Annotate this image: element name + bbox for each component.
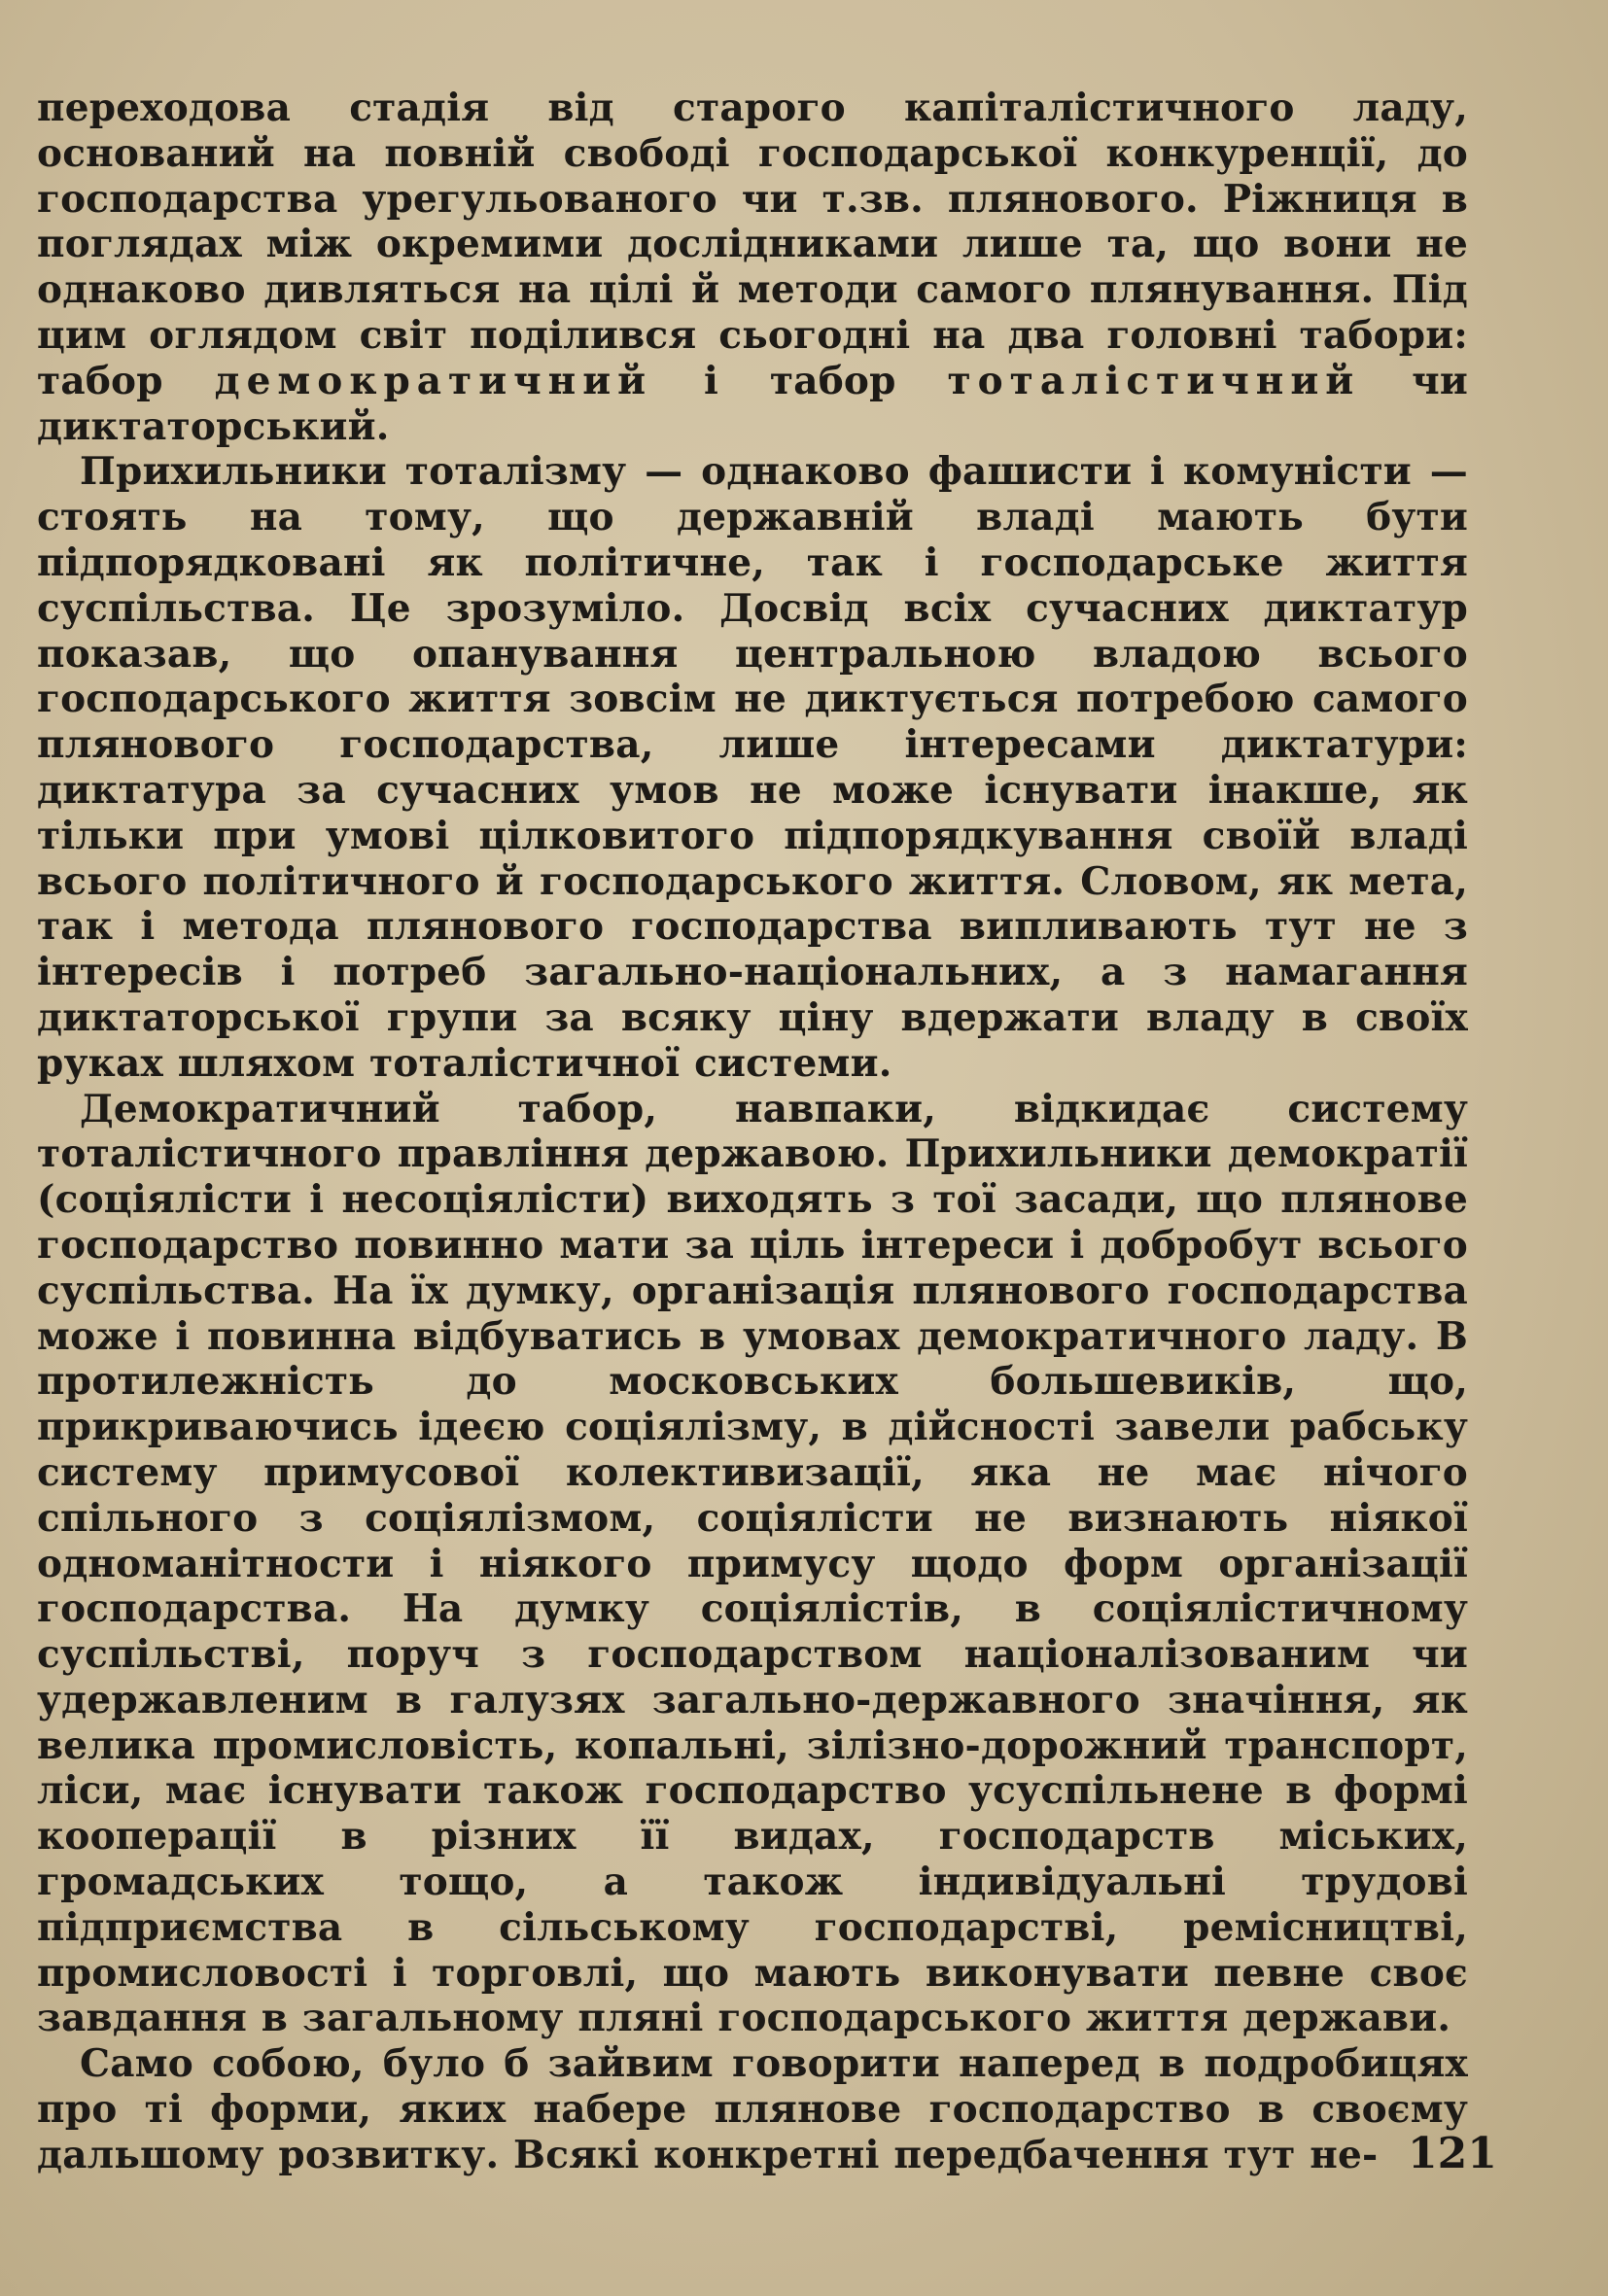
paragraph-1-part-1: переходова стадія від старого капіталістичного ладу, оснований на повній свободі господарської конкуренції, до господарства урегульованого чи т.зв. плянового. Ріжниця в поглядах між окремими дослідниками лише та, що вони не однаково дивляться на цілі й методи самого плянування. Під цим оглядом світ поділився сьогодні на два головні табори: табор bbox=[37, 86, 1468, 403]
paragraph-3 bbox=[37, 1087, 1468, 2042]
paragraph-4-text: Само собою, було б зайвим говорити наперед в подробицях про ті форми, яких набере плянове господарство в своєму дальшому розвитку. Всякі конкретні передбачення тут не- bbox=[37, 2041, 1468, 2177]
paragraph-1-part-3: і табор bbox=[652, 358, 948, 403]
paragraph-2-text: Прихильники тоталізму — однаково фашисти і комуністи — стоять на тому, що державній владі мають бути підпорядковані як політичне, так і господарське життя суспільства. Це зрозуміло. Досвід всіх сучасних диктатур показав, що опанування центральною владою всього господарського життя зовсім не диктується потребою самого плянового господарства, лише інтересами диктатури: диктатура за сучасних умов не може існувати інакше, як тільки при умові цілковитого підпорядкування своїй владі всього політичного й господарського життя. Словом, як мета, так і метода плянового господарства випливають тут не з інтересів і потреб загально-національних, а з намагання диктаторської групи за всяку ціну вдержати владу в своїх руках шляхом тоталістичної системи. bbox=[37, 449, 1468, 1086]
page-text bbox=[37, 86, 1468, 2178]
paragraph-2 bbox=[37, 449, 1468, 1086]
paragraph-1-emphasis-democratic: демократичний bbox=[214, 358, 653, 403]
paragraph-1-emphasis-totalitarian: тоталістичний bbox=[947, 358, 1361, 403]
paragraph-1-part-5: чи диктаторський. bbox=[37, 358, 1468, 449]
paragraph-4 bbox=[37, 2041, 1468, 2177]
paragraph-3-text: Демократичний табор, навпаки, відкидає систему тоталістичного правління державою. Прихильники демократії (соціялісти і несоціялісти) виходять з тої засади, що плянове господарство повинно мати за ціль інтереси і добробут всього суспільства. На їх думку, організація плянового господарства може і повинна відбуватись в умовах демократичного ладу. В протилежність до московських большевиків, що, прикриваючись ідеєю соціялізму, в дійсності завели рабську систему примусової колективизації, яка не має нічого спільного з соціялізмом, соціялісти не визнають ніякої одноманітности і ніякого примусу щодо форм організації господарства. На думку соціялістів, в соціялістичному суспільстві, поруч з господарством націоналізованим чи удержавленим в галузях загально-державного значіння, як велика промисловість, копальні, зілізно-дорожний транспорт, ліси, має існувати також господарство усуспільнене в формі кооперації в різних її видах, господарств міських, громадських тощо, а також індивідуальні трудові підприємства в сільському господарстві, ремісництві, промисловості і торговлі, що мають виконувати певне своє завдання в загальному пляні господарського життя держави. bbox=[37, 1086, 1468, 2041]
paragraph-1 bbox=[37, 86, 1468, 449]
page-number: 121 bbox=[1408, 2129, 1497, 2178]
